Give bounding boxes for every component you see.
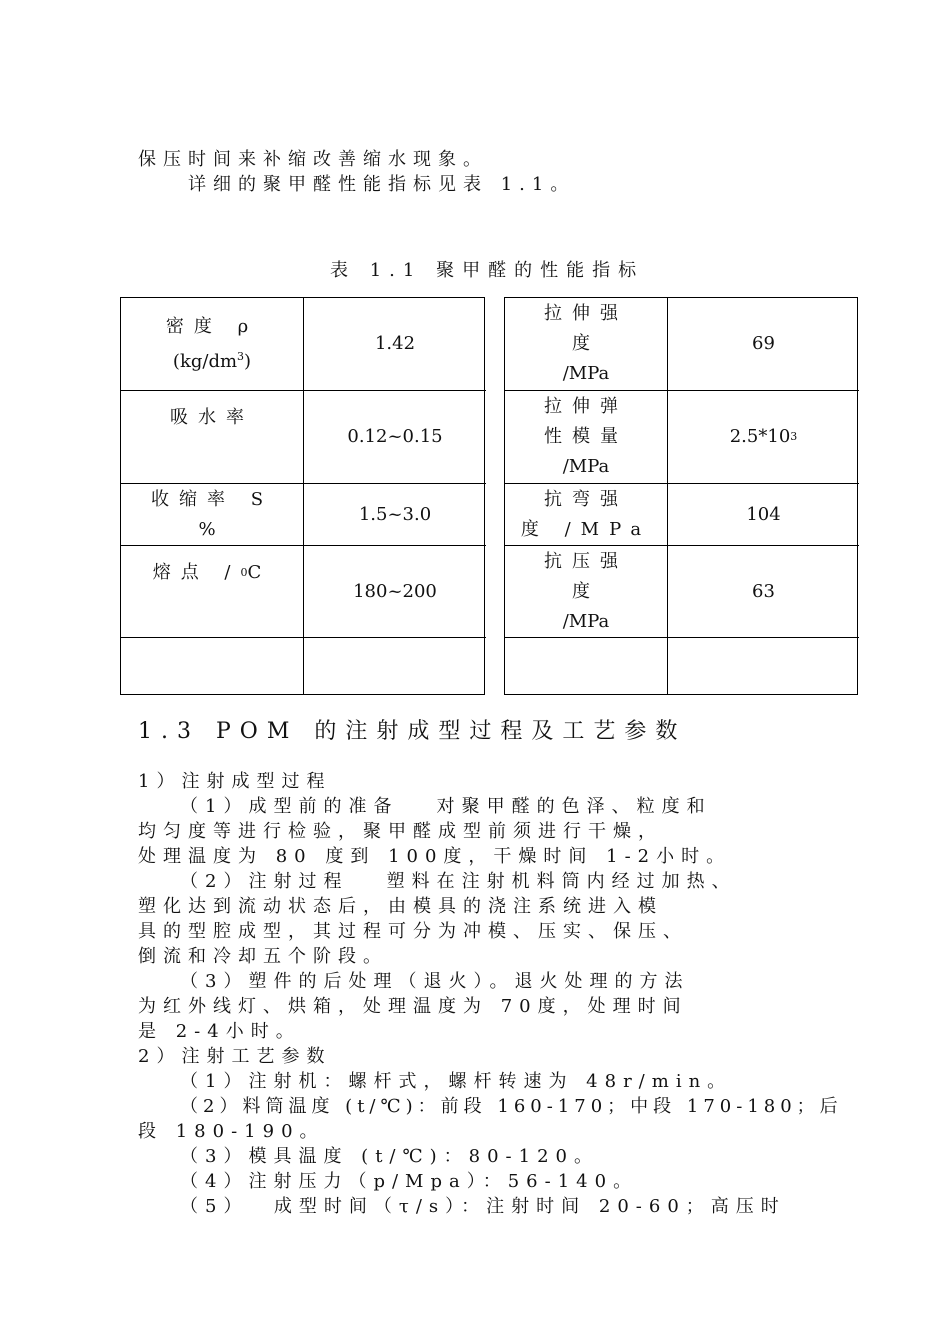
shrinkage-label-line1: 收缩率 S	[150, 488, 274, 510]
property-table-left	[120, 297, 485, 695]
body-line: 处理温度为 80 度到 100度，干燥时间 1-2小时。	[138, 846, 732, 867]
cell-empty-left-value	[304, 638, 486, 694]
body-line: （1）成型前的准备 对聚甲醛的色泽、粒度和	[180, 796, 712, 817]
cell-melting-point-label: 熔点 / 0 C	[121, 546, 304, 638]
cell-empty-left	[121, 638, 304, 694]
section-heading: 1.3 POM 的注射成型过程及工艺参数	[138, 719, 687, 744]
cell-compressive-strength-value: 63	[668, 546, 859, 638]
body-line: （1）注射机：螺杆式，螺杆转速为 48r/min。	[180, 1071, 733, 1092]
body-line: 段 180-190。	[138, 1121, 325, 1142]
cell-shrinkage-value: 1.5~3.0	[304, 484, 486, 546]
cell-empty-right	[505, 638, 668, 694]
body-line: （3）模具温度 (t/℃)：80-120。	[180, 1146, 599, 1167]
cell-water-absorption-value: 0.12~0.15	[304, 391, 486, 484]
density-label-line1: 密度 ρ	[165, 315, 259, 337]
intro-line-1: 保压时间来补缩改善缩水现象。	[138, 149, 488, 170]
property-table-right	[504, 297, 858, 695]
body-line: 均匀度等进行检验，聚甲醛成型前须进行干燥，	[138, 821, 663, 842]
body-line: 2）注射工艺参数	[138, 1046, 332, 1067]
cell-density-label	[121, 298, 304, 391]
cell-tensile-strength-value: 69	[668, 298, 859, 391]
body-line: （4）注射压力（p/Mpa）：56-140。	[180, 1171, 639, 1192]
intro-line-2: 详细的聚甲醛性能指标见表 1.1。	[188, 174, 576, 195]
cell-tensile-modulus-label: 拉伸弹 性模量 /MPa	[505, 391, 668, 484]
body-line: 倒流和冷却五个阶段。	[138, 946, 388, 967]
cell-water-absorption-label: 吸水率	[121, 391, 304, 484]
density-label-line2: $(kg/dm^3)$	[172, 349, 252, 372]
cell-empty-right-value	[668, 638, 859, 694]
cell-melting-point-value: 180~200	[304, 546, 486, 638]
cell-flexural-strength-label: 抗弯强 度 /MPa	[505, 484, 668, 546]
shrinkage-label-line2: %	[198, 518, 226, 540]
body-line: （5） 成型时间（τ/s）：注射时间 20-60；高压时	[180, 1196, 786, 1217]
cell-shrinkage-label	[121, 484, 304, 546]
body-line: 是 2-4小时。	[138, 1021, 301, 1042]
cell-tensile-strength-label: 拉伸强 度 /MPa	[505, 298, 668, 391]
cell-tensile-modulus-value: 2.5*10 3	[668, 391, 859, 484]
body-line: 1）注射成型过程	[138, 771, 332, 792]
body-line: 塑化达到流动状态后，由模具的浇注系统进入模	[138, 896, 663, 917]
body-line: 为红外线灯、烘箱，处理温度为 70度，处理时间	[138, 996, 688, 1017]
body-line: （2）注射过程 塑料在注射机料筒内经过加热、	[180, 871, 737, 892]
body-line: 具的型腔成型，其过程可分为冲模、压实、保压、	[138, 921, 688, 942]
cell-density-value: 1.42	[304, 298, 486, 391]
body-line: （3）塑件的后处理（退火）。退火处理的方法	[180, 971, 690, 992]
cell-flexural-strength-value: 104	[668, 484, 859, 546]
cell-compressive-strength-label: 抗压强 度 /MPa	[505, 546, 668, 638]
table-caption: 表 1.1 聚甲醛的性能指标	[330, 260, 645, 281]
body-line: （2）料筒温度 (t/℃)：前段 160-170；中段 170-180；后	[180, 1096, 843, 1117]
